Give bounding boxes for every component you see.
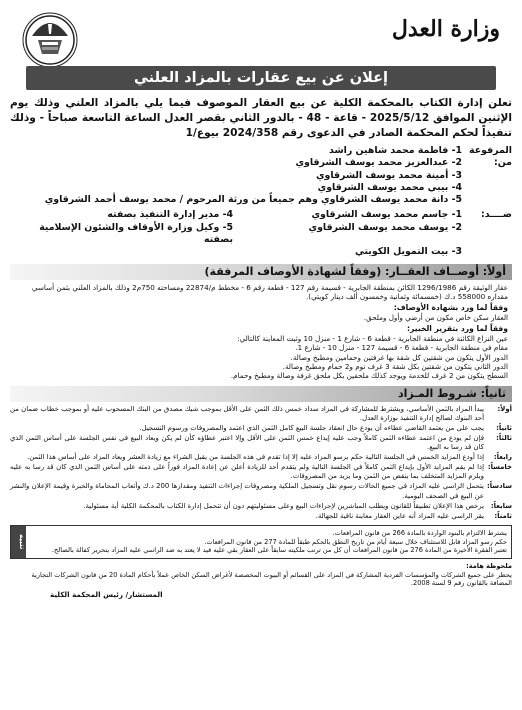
defendant-item: 3- بيت التمويل الكويتي bbox=[355, 246, 462, 258]
term-text: يتحمل الراسي عليه المزاد في جميع الحالات رسوم نقل وتسجيل الملكية ومصروفات إجراءات التنفيذ ومقدارها 200 د.ك وأتعاب المحاماة والخبرة وقيمة الإعلان والنشر عن البيع في الصحف اليومية. bbox=[10, 482, 484, 500]
term-item bbox=[10, 453, 512, 462]
footer-note bbox=[10, 562, 512, 588]
term-item bbox=[10, 512, 512, 521]
expert-line: الدور الثاني يتكون من شقتين بكل شقة 3 غرف نوم و2 حمام ومطبخ وصالة. bbox=[282, 361, 508, 371]
term-item bbox=[10, 405, 512, 423]
expert-subheading: وفقاً لما ورد بتقرير الخبير: bbox=[407, 324, 508, 334]
defendant-item: 2- يوسف محمد يوسف الشرقاوي bbox=[308, 221, 462, 233]
term-key: ثامناً: bbox=[494, 511, 512, 520]
section-property-title: أولاً: أوصــاف العقــار: (وفقاً لشهادة الأوصاف المرفقة) bbox=[10, 264, 512, 280]
descriptions-subheading: وفقاً لما ورد بشهادة الأوصاف: bbox=[393, 303, 508, 313]
header bbox=[10, 6, 512, 64]
intro-paragraph: تعلن إدارة الكتاب بالمحكمة الكلية عن بيع العقار الموصوف فيما يلي بالمزاد العلني وذلك يوم الإثنين الموافق 2025/5/12 - قاعة - 48 - بالدور الثاني بقصر العدل الساعة التاسعة صباحاً - وذلك تنفيذاً لحكم المحكمة الصادر في الدعوى رقم 2024/358 بيوع/1 bbox=[10, 97, 513, 139]
plaintiff-item: 2- عبدالعزيز محمد يوسف الشرقاوي bbox=[295, 157, 462, 169]
kuwait-emblem-icon bbox=[18, 6, 82, 70]
term-text: إذا لم يقم المزايد الأول بإيداع الثمن كاملاً في الجلسة التالية ولم يتقدم أحد للزيادة أعلن عن إعادة المزاد فوراً على ذمته على أساس الثمن الذي كان قد رسا به عليه ويلزم المزايد المتخلف بما ينقص من الثمن وما يزيد من المصروفات. bbox=[10, 463, 484, 481]
defendant-item: 1- جاسم محمد يوسف الشرقاوي bbox=[311, 209, 462, 221]
descriptions-text: العقار سكن خاص مكون من أرضي وأول وملحق. bbox=[363, 312, 508, 322]
signature: المستشار/ رئيس المحكمة الكلية bbox=[50, 590, 163, 600]
note-line: حكم رسو المزاد قابل للاستئناف خلال سبعة أيام من تاريخ النطق بالحكم طبقاً للمادة 277 من قانون المرافعات. bbox=[204, 537, 507, 546]
terms-list bbox=[10, 405, 512, 521]
note-line: تعتبر الفقرة الأخيرة من المادة 276 من قانون المرافعات أن كل من ترتب ملكيته سابقاً على العقار بقي عليه قيد لا يعتد به ضد الراسي عليه المزاد بتحرير كفالة بالصالح. bbox=[51, 546, 507, 555]
term-item bbox=[10, 502, 512, 511]
term-item bbox=[10, 482, 512, 500]
note-line: يشترط الالتزام بالبنود الواردة بالمادة 266 من قانون المرافعات. bbox=[332, 528, 507, 537]
term-key: أولاً: bbox=[497, 404, 512, 413]
term-text: يجب على من يعتمد القاضي عطاءه أن يودع حال انعقاد جلسة البيع كامل الثمن الذي اعتمد والمصروفات ورسوم التسجيل. bbox=[139, 423, 484, 432]
property-description bbox=[10, 283, 512, 381]
defendant-item: 5- وكيل وزارة الأوقاف والشئون الإسلامية بصفته bbox=[39, 221, 233, 246]
property-main-text: عقار الوثيقة رقم 1296/1986 الكائن بمنطقة الجابرية - قسيمة رقم 127 - قطعة رقم 6 - مخطط م/22874 ومساحته 750م2 وذلك بالمزاد العلني بثمن أساسي مقداره 558000 د.ك (خمسمائة وثمانية وخمسون ألف دينار كويتي). bbox=[31, 282, 508, 302]
term-item bbox=[10, 434, 512, 452]
term-key: سابعاً: bbox=[490, 501, 512, 510]
term-key: سادساً: bbox=[486, 482, 512, 491]
term-text: يقر الراسي عليه المزاد أنه عاين العقار معاينة نافية للجهالة. bbox=[315, 511, 484, 520]
term-item bbox=[10, 463, 512, 481]
notes-box bbox=[10, 525, 512, 559]
expert-line: عين النزاع الكائنة في منطقة الجابرية - قطعة 6 - شارع 1 - منزل 10 وثبت المعاينة كالتالي: bbox=[237, 333, 508, 343]
plaintiff-item: 5- دانة محمد يوسف الشرقاوي وهم جميعاً من ورثة المرحوم / محمد يوسف أحمد الشرقاوي bbox=[44, 194, 462, 206]
defendant-item bbox=[10, 246, 233, 258]
defendants bbox=[10, 209, 512, 258]
term-key: خامساً: bbox=[487, 463, 512, 472]
section-terms-title: ثانياً: شـروط المـزاد bbox=[10, 386, 512, 402]
term-text: يبدأ المزاد بالثمن الأساسي، ويشترط للمشاركة في المزاد سداد خمس ذلك الثمن على الأقل بموجب شيك مصدق من البنك المسحوب عليه أو بموجب خطاب ضمان من أحد البنوك لصالح إدارة التنفيذ بوزارة العدل. bbox=[10, 404, 484, 422]
footer-label: ملحوظة هامة: bbox=[466, 562, 512, 571]
term-key: رابعاً: bbox=[493, 453, 512, 462]
term-text: يرخص هذا الإعلان تطبيقاً للقانون ويطلب المباشرين لإجراءات البيع وعلى مسئوليتهم دون أن تتحمل إدارة الكتاب بالمحكمة الكلية أية مسئولية. bbox=[83, 501, 484, 510]
plaintiff-item: 1- فاطمة محمد شاهين راشد bbox=[329, 145, 462, 156]
term-text: فإن لم يودع من اعتمد عطاءه الثمن كاملاً وجب عليه إيداع خمس الثمن على الأقل وإلا اعتبر عطاؤه كأن لم يكن ويعاد البيع في نفس الجلسة على أساس الثمن الذي كان قد رسا به البيع. bbox=[10, 434, 484, 452]
term-key: ثانياً: bbox=[496, 423, 512, 432]
footer-text: يحظر على جميع الشركات والمؤسسات الفردية المشاركة في المزاد على القسائم أو البيوت المخصصة لأغراض السكن الخاص عملاً بأحكام المادة 20 من قانون الشركات التجارية المضافة بالقانون رقم 9 لسنة 2008. bbox=[31, 570, 512, 588]
expert-line: مقام في منطقة الجابرية - قطعة 6 - قسيمة 127 - منزل 10 - شارع 1. bbox=[295, 343, 508, 353]
ministry-title: وزارة العدل bbox=[391, 16, 500, 42]
plaintiffs bbox=[10, 145, 512, 206]
term-key: ثالثاً: bbox=[496, 434, 512, 443]
notes-side-label: تنبيه bbox=[11, 526, 26, 558]
expert-line: السطح يتكون من 2 غرف للخدمة ويوجد كذلك ملحقين بكل ملحق غرفة وصالة ومطبخ وحمام. bbox=[230, 371, 508, 381]
defendants-label: ضــــد: bbox=[480, 209, 512, 221]
defendant-item: 4- مدير إدارة التنفيذ بصفته bbox=[107, 209, 233, 221]
parties bbox=[10, 145, 512, 259]
plaintiff-item: 3- أمينة محمد يوسف الشرقاوي bbox=[315, 169, 462, 181]
term-text: إذا أودع المزايد الخمس في الجلسة التالية حكم برسو المزاد عليه إلا إذا تقدم في هذه الجلسة من يقبل الشراء مع زيادة العشر ويعاد المزاد على أساس هذا الثمن. bbox=[27, 453, 484, 462]
plaintiff-item: 4- بيبي محمد يوسف الشرقاوي bbox=[317, 181, 462, 193]
term-item bbox=[10, 424, 512, 433]
plaintiffs-label: المرفوعة من: bbox=[469, 145, 512, 169]
announcement-banner: إعلان عن بيع عقارات بالمزاد العلني bbox=[26, 66, 496, 90]
expert-line: الدور الأول يتكون من شقتين كل شقة بها غرفتين وحمامين ومطبخ وصالة. bbox=[290, 352, 508, 362]
